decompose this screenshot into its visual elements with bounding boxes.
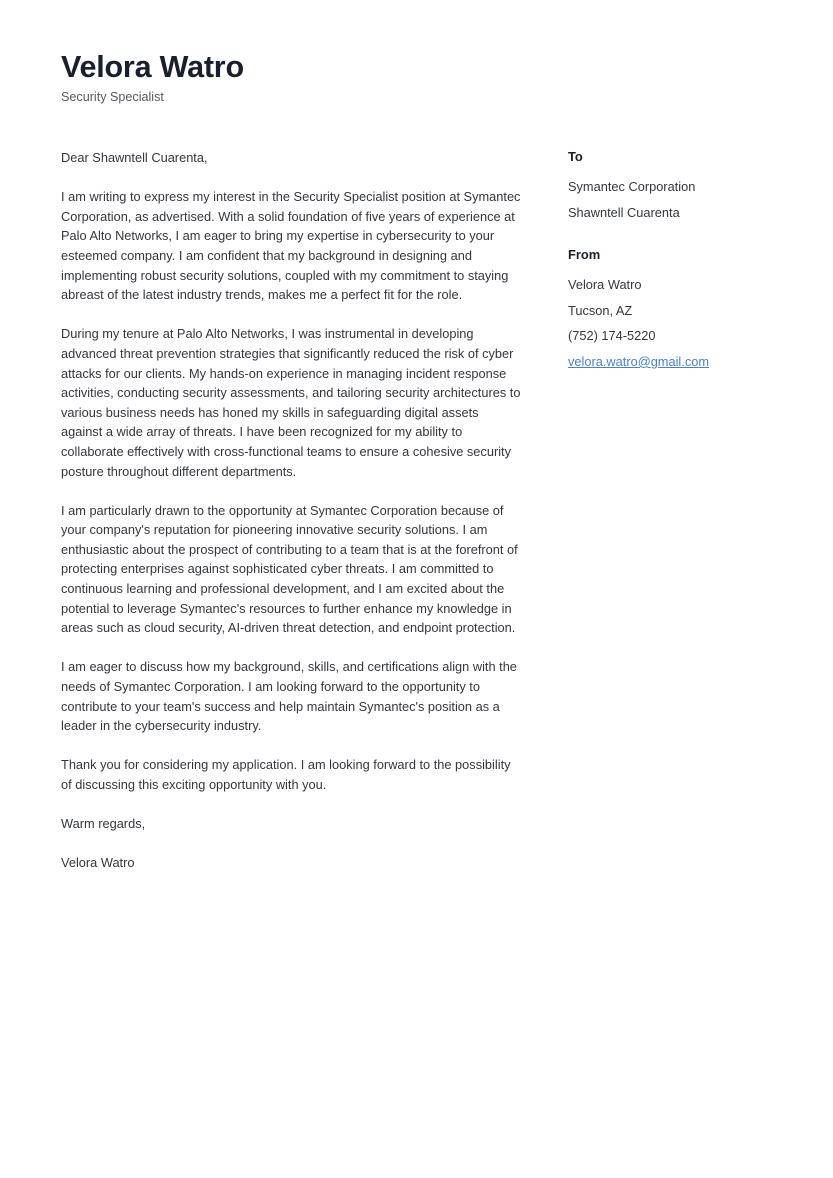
- letter-paragraph: I am writing to express my interest in the Security Specialist position at Symantec Corporation, as advertised. With a solid foundation of five years of experience at Palo Alto Networks, I am eager to bring my expertise in cybersecurity to your esteemed company. I am confident that my background in designing and implementing robust security solutions, coupled with my commitment to staying abreast of the latest industry trends, makes me a perfect fit for the role.: [61, 189, 521, 303]
- letter-paragraph: I am particularly drawn to the opportunity at Symantec Corporation because of your company's reputation for pioneering innovative security solutions. I am enthusiastic about the prospect of contributing to a team that is at the forefront of protecting enterprises against sophisticated cyber threats. I am committed to continuous learning and professional development, and I am excited about the potential to leverage Symantec's resources to further enhance my knowledge in areas such as cloud security, AI-driven threat detection, and endpoint protection.: [61, 502, 518, 636]
- letter-body: [61, 148, 523, 873]
- letter-paragraph: Thank you for considering my application. I am looking forward to the possibility of discussing this exciting opportunity with you.: [61, 757, 511, 792]
- recipient-company: Symantec Corporation: [568, 179, 696, 195]
- sender-phone: (752) 174-5220: [568, 328, 656, 344]
- sender-block: [568, 246, 783, 371]
- salutation: Dear Shawntell Cuarenta,: [61, 150, 208, 165]
- page-title: Velora Watro: [61, 50, 244, 84]
- letter-header: [61, 50, 531, 106]
- job-title: Security Specialist: [61, 90, 164, 105]
- letter-paragraph: During my tenure at Palo Alto Networks, I was instrumental in developing advanced threat prevention strategies that significantly reduced the risk of cyber attacks for our clients. My hands-on experience in managing incident response activities, conducting security assessments, and tailoring security architectures to various business needs has honed my skills in safeguarding digital assets against a wide array of threats. I have been recognized for my ability to collaborate effectively with cross-functional teams to ensure a cohesive security posture throughout different departments.: [61, 326, 521, 479]
- sender-name: Velora Watro: [568, 277, 642, 293]
- letter-paragraph: I am eager to discuss how my background, skills, and certifications align with the needs of Symantec Corporation. I am looking forward to the opportunity to contribute to your team's success and help maintain Symantec's position as a leader in the cybersecurity industry.: [61, 659, 517, 734]
- from-heading: From: [568, 247, 601, 263]
- to-heading: To: [568, 149, 583, 164]
- sender-location: Tucson, AZ: [568, 302, 633, 318]
- closing-salutation: Warm regards,: [61, 816, 146, 832]
- recipient-contact: Shawntell Cuarenta: [568, 204, 680, 220]
- recipient-block: [568, 148, 783, 222]
- sender-email-link[interactable]: velora.watro@gmail.com: [568, 353, 710, 369]
- signature-name: Velora Watro: [61, 855, 135, 871]
- letter-sidebar: [568, 148, 783, 371]
